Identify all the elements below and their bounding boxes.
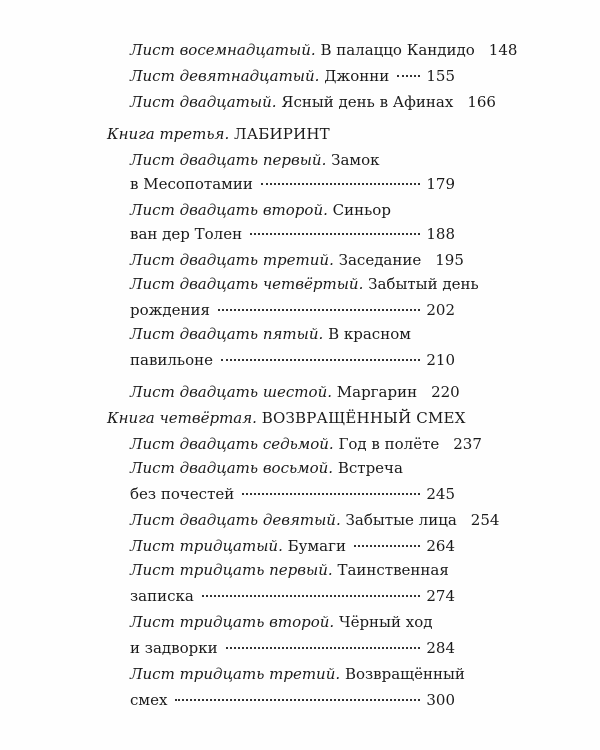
page-number: 245 (426, 485, 455, 503)
toc-line (0, 688, 600, 712)
dot-leader (250, 233, 420, 235)
toc-line-content (130, 198, 391, 222)
chapter-label: Лист двадцатый. (130, 93, 277, 111)
toc-line-content (130, 248, 464, 272)
chapter-title-continued: павильоне (130, 351, 213, 369)
chapter-title: Замок (331, 151, 380, 169)
toc-line-content (130, 64, 455, 88)
chapter-label: Лист тридцать второй. (130, 613, 335, 631)
toc-line (0, 172, 600, 196)
chapter-title: Маргарин (336, 383, 418, 401)
toc-line-content (130, 456, 403, 480)
chapter-title: Джонни (324, 67, 390, 85)
toc-line-content (130, 172, 455, 196)
toc-line (0, 406, 600, 430)
toc-line-content (130, 558, 449, 582)
toc-line-content (107, 406, 466, 430)
page-number: 264 (426, 537, 455, 555)
toc-line (0, 558, 600, 582)
page-number: 179 (426, 175, 455, 193)
chapter-title: В красном (328, 325, 411, 343)
dot-leader (354, 545, 420, 547)
toc-line-content (130, 688, 455, 712)
page-number: 254 (470, 511, 500, 529)
toc-line (0, 248, 600, 272)
toc-line-content (130, 90, 496, 114)
chapter-title-continued: ван дер Толен (130, 225, 243, 243)
chapter-title: Возвращённый (344, 665, 465, 683)
dot-leader (261, 183, 421, 185)
chapter-label: Лист двадцать седьмой. (130, 435, 334, 453)
chapter-label: Лист восемнадцатый. (130, 41, 316, 59)
toc-line-content (130, 534, 455, 558)
toc-line (0, 90, 600, 114)
toc-line-content (130, 432, 482, 456)
chapter-title: Заседание (338, 251, 422, 269)
chapter-title: Забытый день (368, 275, 479, 293)
chapter-title: Чёрный ход (338, 613, 433, 631)
chapter-title: Встреча (337, 459, 403, 477)
toc-line (0, 122, 600, 146)
toc-line (0, 298, 600, 322)
toc-line-content (130, 38, 518, 62)
chapter-title-continued: записка (130, 587, 194, 605)
chapter-label: Лист девятнадцатый. (130, 67, 320, 85)
toc-line-content (130, 636, 455, 660)
page-number: 155 (426, 67, 455, 85)
chapter-label: Лист двадцать восьмой. (130, 459, 334, 477)
toc-line (0, 148, 600, 172)
chapter-title: Ясный день в Афинах (281, 93, 454, 111)
chapter-title-continued: в Месопотамии (130, 175, 253, 193)
chapter-label: Лист двадцать первый. (130, 151, 327, 169)
toc-line-content (130, 222, 455, 246)
book-title: ВОЗВРАЩЁННЫЙ СМЕХ (261, 409, 466, 427)
page-number: 210 (426, 351, 455, 369)
dot-leader (242, 493, 420, 495)
chapter-label: Лист двадцать девятый. (130, 511, 341, 529)
toc-line (0, 432, 600, 456)
chapter-title: В палаццо Кандидо (320, 41, 475, 59)
page-number: 188 (426, 225, 455, 243)
toc-line-content (130, 148, 380, 172)
toc-line (0, 610, 600, 634)
toc-line (0, 380, 600, 404)
toc-line-content (130, 298, 455, 322)
page-number: 220 (431, 383, 460, 401)
toc-line-content (130, 272, 479, 296)
book-title: ЛАБИРИНТ (234, 125, 330, 143)
toc-line (0, 348, 600, 372)
dot-leader (221, 359, 420, 361)
toc-line-content (130, 508, 500, 532)
chapter-label: Лист тридцатый. (130, 537, 283, 555)
book-label: Книга четвёртая. (107, 409, 257, 427)
chapter-label: Лист двадцать второй. (130, 201, 328, 219)
toc-line (0, 38, 600, 62)
chapter-label: Лист тридцать первый. (130, 561, 333, 579)
chapter-title: Таинственная (337, 561, 449, 579)
chapter-label: Лист двадцать шестой. (130, 383, 332, 401)
chapter-title-continued: без почестей (130, 485, 235, 503)
toc-line-content (130, 610, 432, 634)
chapter-title: Год в полёте (338, 435, 440, 453)
chapter-title-continued: рождения (130, 301, 211, 319)
toc-line (0, 482, 600, 506)
chapter-label: Лист тридцать третий. (130, 665, 341, 683)
chapter-title: Забытые лица (345, 511, 457, 529)
page-number: 300 (426, 691, 455, 709)
toc-line (0, 662, 600, 686)
book-label: Книга третья. (107, 125, 230, 143)
dot-leader (397, 75, 420, 77)
page-number: 284 (426, 639, 455, 657)
toc-line-content (130, 662, 465, 686)
chapter-title-continued: и задворки (130, 639, 218, 657)
page-number: 166 (467, 93, 496, 111)
chapter-title: Бумаги (287, 537, 346, 555)
toc-line (0, 534, 600, 558)
toc-line (0, 508, 600, 532)
toc-line (0, 636, 600, 660)
toc-line (0, 198, 600, 222)
toc-line (0, 456, 600, 480)
page-number: 274 (426, 587, 455, 605)
page-number: 202 (426, 301, 455, 319)
toc-line-content (130, 380, 460, 404)
page-number: 195 (435, 251, 464, 269)
toc-line (0, 64, 600, 88)
chapter-title-continued: смех (130, 691, 168, 709)
chapter-label: Лист двадцать четвёртый. (130, 275, 364, 293)
dot-leader (218, 309, 420, 311)
chapter-label: Лист двадцать пятый. (130, 325, 324, 343)
toc-line-content (107, 122, 330, 146)
toc-line (0, 272, 600, 296)
toc-line-content (130, 348, 455, 372)
dot-leader (226, 647, 421, 649)
toc-line-content (130, 482, 455, 506)
chapter-label: Лист двадцать третий. (130, 251, 334, 269)
chapter-title: Синьор (332, 201, 391, 219)
page-number: 148 (488, 41, 518, 59)
toc-line-content (130, 584, 455, 608)
toc-line (0, 584, 600, 608)
dot-leader (175, 699, 420, 701)
page-number: 237 (453, 435, 482, 453)
dot-leader (202, 595, 421, 597)
toc-line (0, 322, 600, 346)
toc-line-content (130, 322, 411, 346)
toc-line (0, 222, 600, 246)
